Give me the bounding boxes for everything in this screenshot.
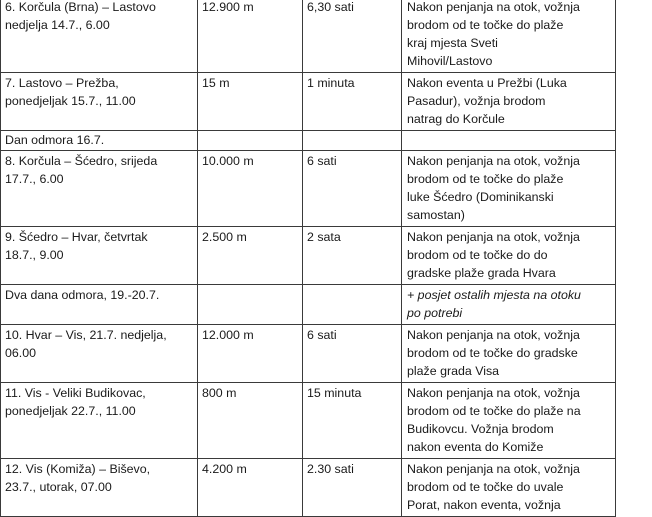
- route-cell: 8. Korčula – Šćedro, srijeda 17.7., 6.00: [1, 151, 198, 227]
- route-cell: 9. Šćedro – Hvar, četvrtak 18.7., 9.00: [1, 227, 198, 285]
- note-cell: Nakon eventa u Prežbi (Luka Pasadur), vožnja brodom natrag do Korčule: [402, 73, 616, 131]
- table-row: [1, 227, 616, 285]
- distance-cell: 12.900 m: [198, 0, 303, 73]
- distance-cell: 4.200 m: [198, 459, 303, 517]
- route-cell: 7. Lastovo – Prežba, ponedjeljak 15.7., 11.00: [1, 73, 198, 131]
- table-row: [1, 131, 616, 151]
- time-cell: 15 minuta: [303, 383, 402, 459]
- route-cell: 6. Korčula (Brna) – Lastovo nedjelja 14.7., 6.00: [1, 0, 198, 73]
- note-cell: Nakon penjanja na otok, vožnja brodom od te točke do do gradske plaže grada Hvara: [402, 227, 616, 285]
- table-row: [1, 459, 616, 517]
- time-cell: 1 minuta: [303, 73, 402, 131]
- distance-cell: [198, 285, 303, 325]
- note-cell: Nakon penjanja na otok, vožnja brodom od te točke do gradske plaže grada Visa: [402, 325, 616, 383]
- time-cell: 6 sati: [303, 151, 402, 227]
- table-row: [1, 73, 616, 131]
- table-row: [1, 0, 616, 73]
- note-cell: Nakon penjanja na otok, vožnja brodom od te točke do plaže na Budikovcu. Vožnja brodom nakon eventa do Komiže: [402, 383, 616, 459]
- distance-cell: 10.000 m: [198, 151, 303, 227]
- route-cell: Dva dana odmora, 19.-20.7.: [1, 285, 198, 325]
- distance-cell: 800 m: [198, 383, 303, 459]
- distance-cell: [198, 131, 303, 151]
- table-row: [1, 151, 616, 227]
- note-cell: Nakon penjanja na otok, vožnja brodom od te točke do plaže kraj mjesta Sveti Mihovil/Lastovo: [402, 0, 616, 73]
- table-row: [1, 383, 616, 459]
- note-cell: Nakon penjanja na otok, vožnja brodom od te točke do uvale Porat, nakon eventa, vožnja: [402, 459, 616, 517]
- time-cell: [303, 285, 402, 325]
- distance-cell: 2.500 m: [198, 227, 303, 285]
- distance-cell: 12.000 m: [198, 325, 303, 383]
- distance-cell: 15 m: [198, 73, 303, 131]
- time-cell: 6 sati: [303, 325, 402, 383]
- time-cell: 2.30 sati: [303, 459, 402, 517]
- table-row: [1, 325, 616, 383]
- note-cell: Nakon penjanja na otok, vožnja brodom od te točke do plaže luke Šćedro (Dominikanski samostan): [402, 151, 616, 227]
- time-cell: 2 sata: [303, 227, 402, 285]
- route-cell: 10. Hvar – Vis, 21.7. nedjelja, 06.00: [1, 325, 198, 383]
- route-cell: 11. Vis - Veliki Budikovac, ponedjeljak 22.7., 11.00: [1, 383, 198, 459]
- table-row: [1, 285, 616, 325]
- time-cell: [303, 131, 402, 151]
- time-cell: 6,30 sati: [303, 0, 402, 73]
- route-cell: 12. Vis (Komiža) – Biševo, 23.7., utorak, 07.00: [1, 459, 198, 517]
- note-cell: + posjet ostalih mjesta na otoku po potrebi: [402, 285, 616, 325]
- route-cell: Dan odmora 16.7.: [1, 131, 198, 151]
- note-cell: [402, 131, 616, 151]
